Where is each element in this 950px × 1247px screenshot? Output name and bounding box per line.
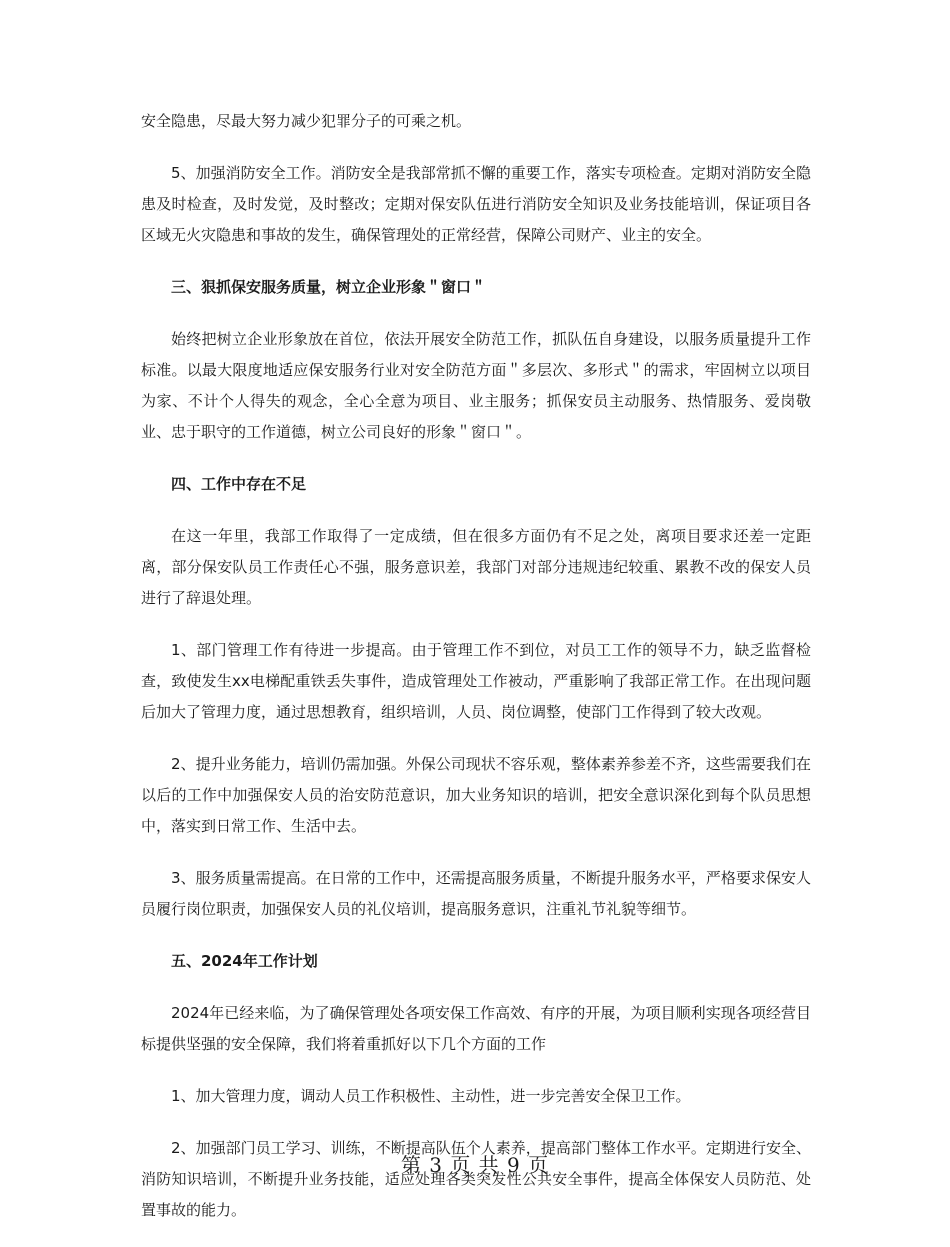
paragraph-1: 安全隐患，尽最大努力减少犯罪分子的可乘之机。 xyxy=(141,112,472,130)
section-heading-4: 四、工作中存在不足 xyxy=(171,475,307,493)
page-number-footer: 第 3 页 共 9 页 xyxy=(400,1153,550,1177)
paragraph-plan-2: 2、加强部门员工学习、训练，不断提高队伍个人素养，提高部门整体工作水平。定期进行安全、消防知识培训，不断提升业务技能，适应处理各类突发性公共安全事件，提高全体保安人员防范、处置事故的能力。 xyxy=(141,1139,811,1219)
paragraph-service-quality: 始终把树立企业形象放在首位，依法开展安全防范工作，抓队伍自身建设，以服务质量提升工作标准。以最大限度地适应保安服务行业对安全防范方面＂多层次、多形式＂的需求，牢固树立以项目为家、不计个人得失的观念，全心全意为项目、业主服务；抓保安员主动服务、热情服务、爱岗敬业、忠于职守的工作道德，树立公司良好的形象＂窗口＂。 xyxy=(141,330,811,441)
section-heading-5: 五、2024年工作计划 xyxy=(171,952,318,970)
paragraph-shortcomings: 在这一年里，我部工作取得了一定成绩，但在很多方面仍有不足之处，离项目要求还差一定距离，部分保安队员工作责任心不强，服务意识差，我部门对部分违规违纪较重、累教不改的保安人员进行了辞退处理。 xyxy=(141,527,811,607)
paragraph-plan-1: 1、加大管理力度，调动人员工作积极性、主动性，进一步完善安全保卫工作。 xyxy=(171,1087,691,1105)
paragraph-fire-safety: 5、加强消防安全工作。消防安全是我部常抓不懈的重要工作，落实专项检查。定期对消防安全隐患及时检查，及时发觉，及时整改；定期对保安队伍进行消防安全知识及业务技能培训，保证项目各区域无火灾隐患和事故的发生，确保管理处的正常经营，保障公司财产、业主的安全。 xyxy=(141,164,811,244)
paragraph-training: 2、提升业务能力，培训仍需加强。外保公司现状不容乐观，整体素养参差不齐，这些需要我们在以后的工作中加强保安人员的治安防范意识，加大业务知识的培训，把安全意识深化到每个队员思想中，落实到日常工作、生活中去。 xyxy=(141,755,811,835)
paragraph-management: 1、部门管理工作有待进一步提高。由于管理工作不到位，对员工工作的领导不力，缺乏监督检查，致使发生xx电梯配重铁丢失事件，造成管理处工作被动，严重影响了我部正常工作。在出现问题后加大了管理力度，通过思想教育，组织培训，人员、岗位调整，使部门工作得到了较大改观。 xyxy=(141,641,811,721)
section-heading-3: 三、狠抓保安服务质量，树立企业形象＂窗口＂ xyxy=(171,278,487,296)
document-body xyxy=(141,106,811,1247)
paragraph-plan-intro: 2024年已经来临，为了确保管理处各项安保工作高效、有序的开展，为项目顺利实现各项经营目标提供坚强的安全保障，我们将着重抓好以下几个方面的工作 xyxy=(141,1004,811,1053)
paragraph-service: 3、服务质量需提高。在日常的工作中，还需提高服务质量，不断提升服务水平，严格要求保安人员履行岗位职责，加强保安人员的礼仪培训，提高服务意识，注重礼节礼貌等细节。 xyxy=(141,869,811,918)
